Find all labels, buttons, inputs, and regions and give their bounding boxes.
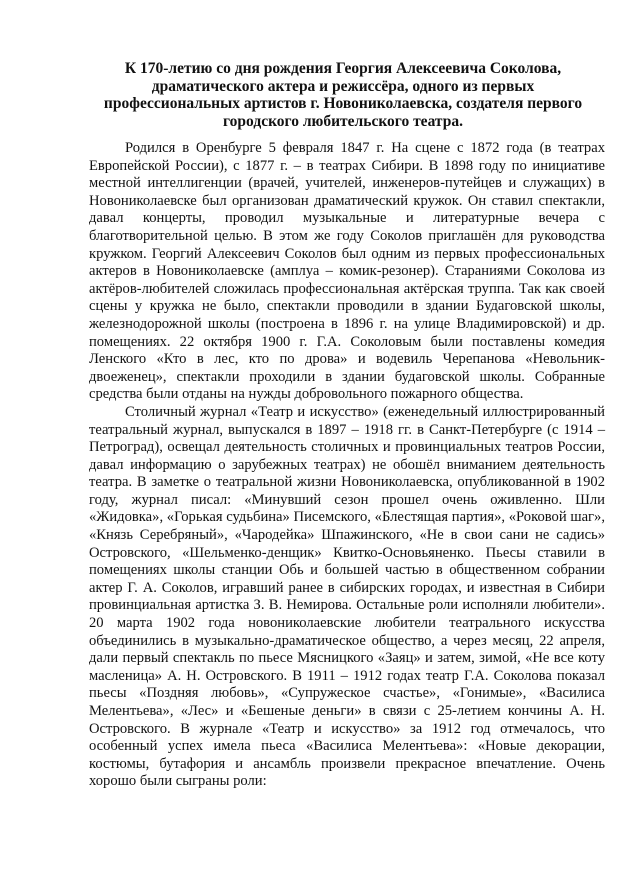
document-title: К 170-летию со дня рождения Георгия Алексеевича Соколова, драматического актера и режиссёра, одного из первых профессиональных артистов г. Новониколаевска, создателя первого городского любительского театра. <box>103 60 583 130</box>
paragraph-biography: Родился в Оренбурге 5 февраля 1847 г. На сцене с 1872 года (в театрах Европейской России), с 1877 г. – в театрах Сибири. В 1898 году по инициативе местной интеллигенции (врачей, учителей, инженеров-путейцев и служащих) в Новониколаевске был организован драматический кружок. Он ставил спектакли, давал концерты, проводил музыкальные и литературные вечера с благотворительной целью. В этом же году Соколов приглашён для руководства кружком. Георгий Алексеевич Соколов был одним из первых профессиональных актеров в Новониколаевске (амплуа – комик-резонер). Стараниями Соколова из актёров-любителей сложилась профессиональная актёрская труппа. Так как своей сцены у кружка не было, спектакли проводили в здании Будаговской школы, железнодорожной школы (построена в 1896 г. на улице Владимировской) и др. помещениях. 22 октября 1900 г. Г.А. Соколовым были поставлены комедия Ленского «Кто в лес, кто по дрова» и водевиль Черепанова «Невольник-двоеженец», спектакли проходили в здании будаговской школы. Собранные средства были отданы на нужды добровольного пожарного общества. <box>89 140 605 403</box>
paragraph-journal: Столичный журнал «Театр и искусство» (еженедельный иллюстрированный театральный журнал, выпускался в 1897 – 1918 гг. в Санкт-Петербурге (с 1914 – Петроград), освещал деятельность столичных и провинциальных театров России, давал информацию о зарубежных театрах) не обошёл вниманием деятельность театра. В заметке о театральной жизни Новониколаевска, опубликованной в 1902 году, журнал писал: «Минувший сезон прошел очень оживленно. Шли «Жидовка», «Горькая судьбина» Писемского, «Блестящая партия», «Роковой шаг», «Князь Серебряный», «Чародейка» Шпажинского, «Не в свои сани не садись» Островского, «Шельменко-денщик» Квитко-Основьяненко. Пьесы ставили в помещениях школы станции Обь и большей частью в общественном собрании актер Г. А. Соколов, игравший ранее в сибирских городах, и известная в Сибири провинциальная артистка З. В. Немирова. Остальные роли исполняли любители». 20 марта 1902 года новониколаевские любители театрального искусства объединились в музыкально-драматическое общество, а через месяц, 22 апреля, дали первый спектакль по пьесе Мясницкого «Заяц» и затем, зимой, «Не все коту масленица» А. Н. Островского. В 1911 – 1912 годах театр Г.А. Соколова показал пьесы «Поздняя любовь», «Супружеское счастье», «Гонимые», «Василиса Мелентьева», «Лес» и «Бешеные деньги» в связи с 25-летием кончины А. Н. Островского. В журнале «Театр и искусство» за 1912 год отмечалось, что особенный успех имела пьеса «Василиса Мелентьева»: «Новые декорации, костюмы, бутафория и ансамбль произвели прекрасное впечатление. Очень хорошо были сыграны роли: <box>89 403 605 790</box>
